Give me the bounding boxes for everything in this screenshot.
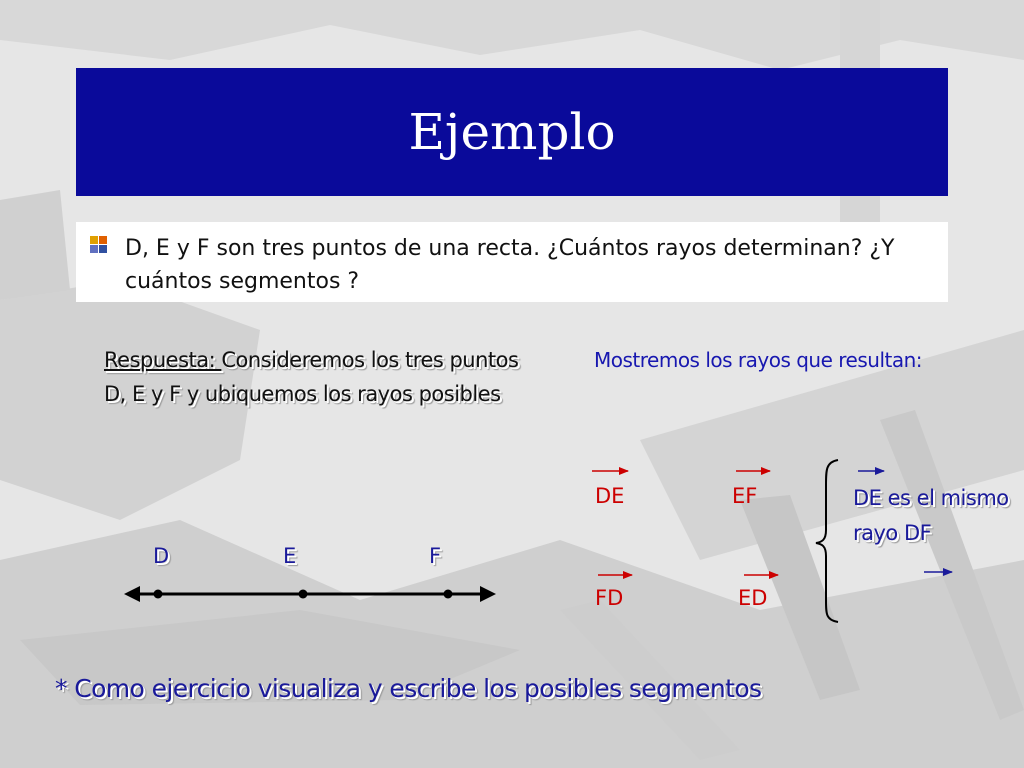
point-label-f: F (429, 544, 442, 568)
slide-title: Ejemplo (408, 103, 616, 161)
note-text (853, 481, 1013, 551)
ray-label-de: DE (595, 484, 625, 508)
point-label-d: D (153, 544, 170, 568)
answer-text: Consideremos los tres puntos D, E y F y ubiquemos los rayos posibles (104, 348, 519, 406)
question-box (76, 222, 948, 302)
point-label-e: E (283, 544, 297, 568)
note-ray-label: DE (853, 486, 882, 510)
ray-label-ef: EF (732, 484, 758, 508)
note-rest-text: es el mismo rayo DF (853, 486, 1009, 545)
ray-label-fd: FD (595, 586, 624, 610)
answer-label: Respuesta: (104, 348, 222, 372)
ray-label-ed: ED (738, 586, 768, 610)
question-text: D, E y F son tres puntos de una recta. ¿Cuántos rayos determinan? ¿Y cuántos segmentos ? (125, 236, 895, 294)
four-square-bullet-icon (90, 236, 108, 254)
exercise-footer: * Como ejercicio visualiza y escribe los posibles segmentos (55, 674, 762, 703)
rays-intro-text: Mostremos los rayos que resultan: (594, 348, 923, 372)
answer-paragraph (104, 343, 544, 411)
title-bar (76, 68, 948, 196)
